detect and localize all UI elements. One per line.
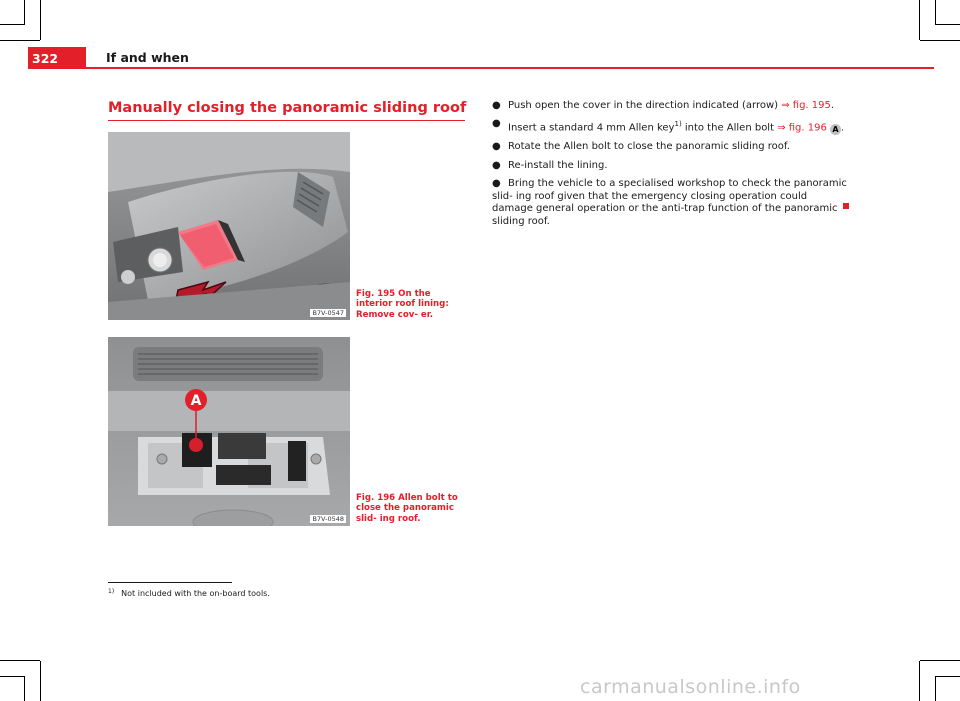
footnote-number: 1)	[108, 588, 115, 595]
section-rule	[108, 120, 465, 121]
bullet-icon: ●	[492, 100, 501, 111]
allen-bolt-illustration	[108, 337, 350, 526]
roof-lining-illustration	[108, 132, 350, 320]
crop-mark	[0, 24, 25, 25]
section-end-marker	[843, 203, 849, 209]
callout-a-badge: A	[830, 124, 841, 135]
figure-195-image	[108, 132, 350, 320]
footnote-text: Not included with the on-board tools.	[121, 589, 270, 598]
crop-mark	[935, 676, 960, 677]
step-text: Push open the cover in the direction indicated (arrow)	[508, 100, 782, 111]
page-number: 322	[28, 47, 86, 69]
crop-mark	[920, 660, 960, 661]
list-item	[492, 100, 847, 113]
crop-mark	[935, 677, 936, 701]
crop-mark	[24, 677, 25, 701]
crop-mark	[24, 0, 25, 24]
figure-code: B7V-0548	[312, 515, 344, 523]
section-title: Manually closing the panoramic sliding roof	[108, 100, 467, 116]
instruction-list	[492, 100, 847, 235]
step-text: Insert a standard 4 mm Allen key	[508, 122, 675, 134]
step-text: Bring the vehicle to a specialised workshop to check the panoramic slid- ing roof given that the emergency closing operation could damage general operation or the anti-trap function of the panoramic sliding roof.	[492, 177, 847, 228]
step-text: .	[841, 122, 845, 134]
list-item	[492, 118, 847, 135]
page-title: If and when	[106, 50, 189, 65]
header-rule	[86, 67, 934, 69]
crop-mark	[0, 676, 25, 677]
crop-mark	[920, 40, 960, 41]
figure-196-caption: Fig. 196 Allen bolt to close the panoramic slid- ing roof.	[356, 493, 458, 524]
step-text: Re-install the lining.	[508, 159, 608, 171]
bullet-icon: ●	[492, 118, 501, 130]
step-text: .	[830, 100, 835, 111]
step-text: into the Allen bolt	[681, 122, 778, 134]
figure-196-image	[108, 337, 350, 526]
crop-mark	[0, 40, 40, 41]
step-text: Rotate the Allen bolt to close the panoramic sliding roof.	[508, 141, 790, 153]
footnote-rule	[108, 582, 232, 583]
list-item	[492, 160, 847, 173]
crop-mark	[935, 24, 960, 25]
crop-mark	[919, 0, 920, 40]
watermark: carmanualsonline.info	[580, 676, 801, 698]
figure-link[interactable]: ⇒ fig. 196	[777, 122, 827, 134]
footnote-ref[interactable]: 1)	[674, 120, 682, 129]
crop-mark	[40, 0, 41, 40]
figure-195-caption: Fig. 195 On the interior roof lining: Remove cov- er.	[356, 289, 449, 320]
crop-mark	[935, 0, 936, 24]
crop-mark	[0, 660, 40, 661]
figure-link[interactable]: ⇒ fig. 195	[781, 100, 831, 111]
callout-a-label: A	[190, 393, 202, 409]
crop-mark	[40, 661, 41, 701]
list-item	[492, 141, 847, 154]
bullet-icon: ●	[492, 159, 501, 171]
footnote	[108, 588, 270, 598]
bullet-icon: ●	[492, 141, 501, 153]
figure-code: B7V-0547	[312, 309, 344, 317]
crop-mark	[919, 661, 920, 701]
list-item	[492, 178, 847, 229]
bullet-icon: ●	[492, 177, 501, 189]
